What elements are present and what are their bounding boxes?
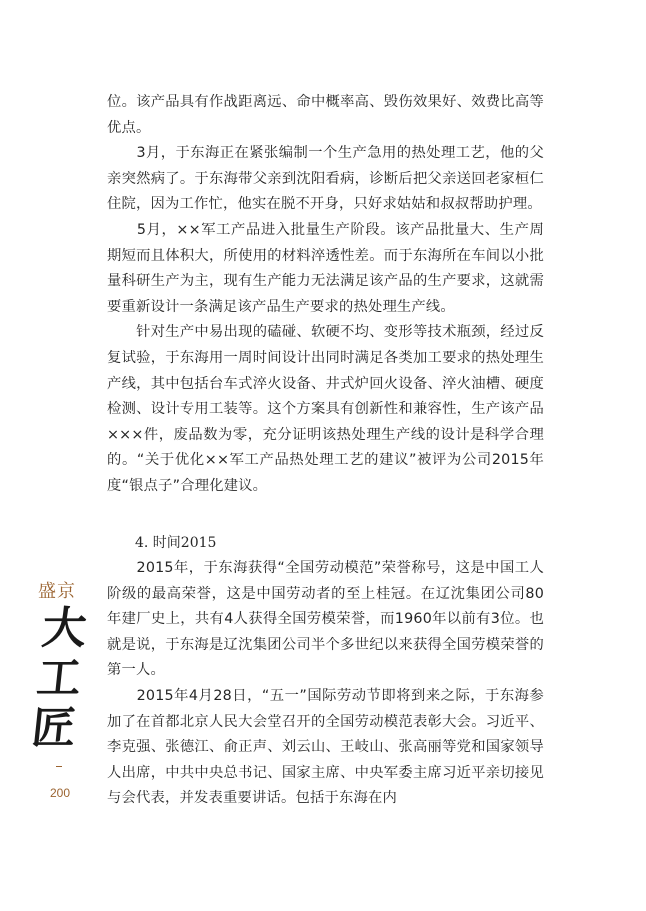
paragraph: 5月，××军工产品进入批量生产阶段。该产品批量大、生产周期短而且体积大，所使用的材料淬透性差。而于东海所在车间以小批量科研生产为主，现有生产能力无法满足该产品的生产要求，这就需要重新设计一条满足该产品生产要求的热处理生产线。: [107, 221, 544, 315]
paragraph: 3月，于东海正在紧张编制一个生产急用的热处理工艺，他的父亲突然病了。于东海带父亲到沈阳看病，诊断后把父亲送回老家桓仁住院，因为工作忙，他实在脱不开身，只好求姑姑和叔叔帮助护理。: [107, 145, 544, 213]
section-heading: 4. 时间2015: [135, 534, 217, 551]
paragraph: 针对生产中易出现的磕碰、软硬不均、变形等技术瓶颈，经过反复试验，于东海用一周时间设计出同时满足各类加工要求的热处理生产线，其中包括台车式淬火设备、井式炉回火设备、淬火油槽、硬度检测、设计专用工装等。这个方案具有创新性和兼容性，生产该产品×××件，废品数为零，充分证明该热处理生产线的设计是科学合理的。“关于优化××军工产品热处理工艺的建议”被评为公司2015年度“银点子”合理化建议。: [107, 324, 544, 494]
page-number: 200: [49, 786, 71, 800]
book-title-calligraphy: 大工匠: [29, 603, 85, 754]
page-number-divider: [56, 766, 62, 767]
paragraph: 位。该产品具有作战距离远、命中概率高、毁伤效果好、效费比高等优点。: [107, 94, 544, 136]
paragraph: 2015年，于东海获得“全国劳动模范”荣誉称号，这是中国工人阶级的最高荣誉，这是中国劳动者的至上桂冠。在辽沈集团公司80年建厂史上，共有4人获得全国劳模荣誉，而1960年以前有3位。也就是说，于东海是辽沈集团公司半个多世纪以来获得全国劳模荣誉的第一人。: [107, 560, 544, 679]
book-title-small: 盛京: [38, 581, 76, 602]
body-text: [107, 90, 544, 812]
book-title-mark: [18, 580, 96, 754]
paragraph: 2015年4月28日，“五一”国际劳动节即将到来之际，于东海参加了在首都北京人民大会堂召开的全国劳动模范表彰大会。习近平、李克强、张德江、俞正声、刘云山、王岐山、张高丽等党和国家领导人出席，中共中央总书记、国家主席、中央军委主席习近平亲切接见与会代表，并发表重要讲话。包括于东海在内: [107, 688, 544, 807]
